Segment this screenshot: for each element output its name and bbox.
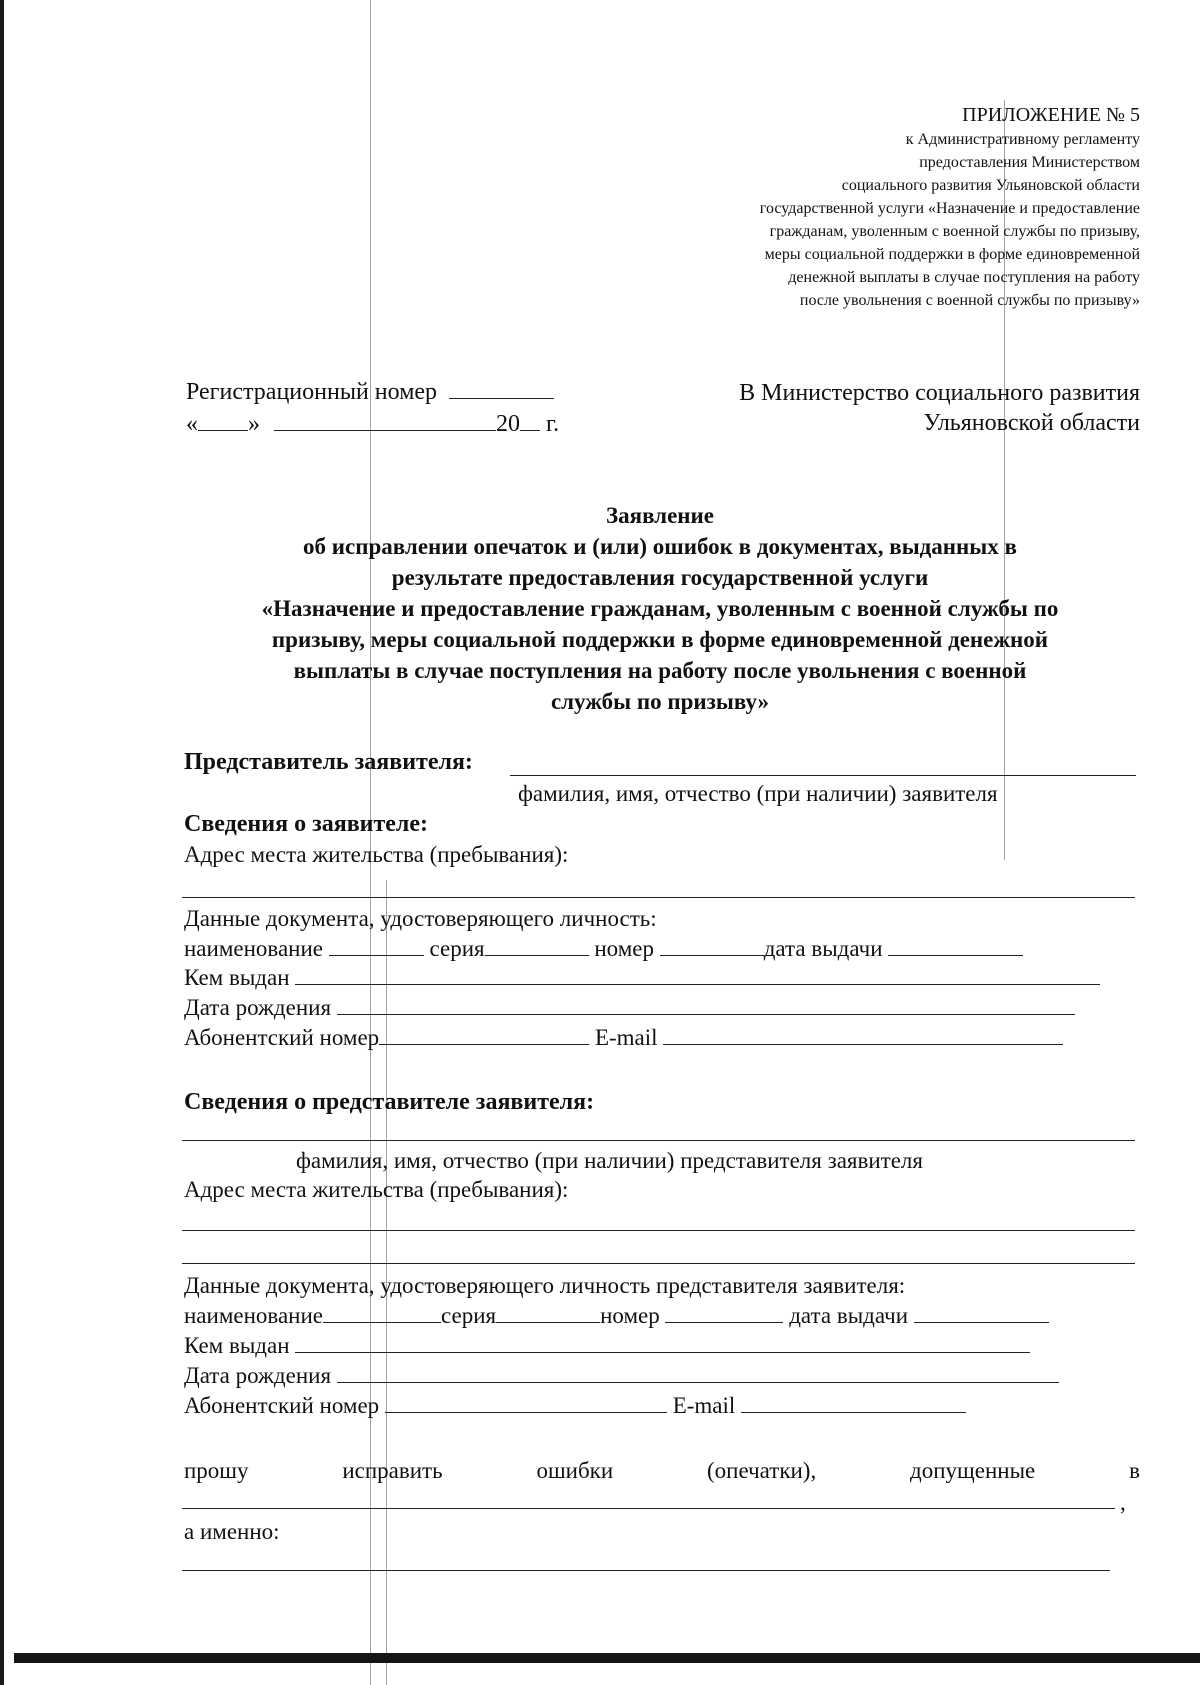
rep-contact-row xyxy=(184,1390,966,1421)
registration-month-field[interactable] xyxy=(274,408,496,431)
recipient-line-2: Ульяновской области xyxy=(923,410,1140,436)
request-row xyxy=(184,1456,1140,1486)
birth-date-label: Дата рождения xyxy=(184,995,332,1020)
issued-by-label: Кем выдан xyxy=(184,965,290,990)
applicant-doc-label: Данные документа, удостоверяющего личность: xyxy=(184,906,657,931)
request-comma: , xyxy=(1120,1490,1126,1515)
email-label: E-mail xyxy=(594,1025,658,1050)
rep-doc-name-field[interactable] xyxy=(323,1300,441,1323)
appendix-line: денежной выплаты в случае поступления на работу xyxy=(788,269,1140,286)
appendix-header xyxy=(500,102,1140,312)
applicant-email-field[interactable] xyxy=(663,1022,1063,1045)
rep-email-label: E-mail xyxy=(672,1393,736,1418)
appendix-line: гражданам, уволенным с военной службы по призыву, xyxy=(769,223,1140,240)
rep-address-field-2[interactable] xyxy=(182,1263,1135,1264)
applicant-address-label: Адрес места жительства (пребывания): xyxy=(184,842,569,867)
rep-doc-label: Данные документа, удостоверяющего личность представителя заявителя: xyxy=(184,1273,906,1298)
rep-issued-by-field[interactable] xyxy=(295,1330,1030,1353)
registration-number-field[interactable] xyxy=(449,376,554,399)
request-word: (опечатки), xyxy=(706,1458,817,1483)
registration-number-label: Регистрационный номер xyxy=(186,379,438,405)
applicant-doc-row xyxy=(184,933,1023,964)
registration-year-field[interactable] xyxy=(520,408,540,431)
request-word: в xyxy=(1129,1458,1140,1483)
date-open-quote: « xyxy=(186,411,198,437)
applicant-doc-issue-date-field[interactable] xyxy=(888,933,1023,956)
request-word: прошу xyxy=(184,1458,249,1483)
appendix-line: к Административному регламенту xyxy=(905,131,1140,148)
appendix-line: после увольнения с военной службы по призыву» xyxy=(799,292,1140,309)
applicant-heading: Сведения о заявителе: xyxy=(184,811,429,837)
representative-label: Представитель заявителя: xyxy=(184,749,473,775)
rep-email-field[interactable] xyxy=(741,1390,966,1413)
title-heading: Заявление xyxy=(605,503,715,528)
rep-address-field-1[interactable] xyxy=(182,1230,1135,1231)
rep-doc-issue-date-label: дата выдачи xyxy=(789,1303,909,1328)
doc-number-label: номер xyxy=(594,936,654,961)
applicant-doc-number-field[interactable] xyxy=(660,933,764,956)
request-word: допущенные xyxy=(910,1458,1036,1483)
rep-birth-date-field[interactable] xyxy=(337,1360,1059,1383)
registration-number-row xyxy=(186,376,554,407)
rep-name-field[interactable] xyxy=(182,1140,1135,1141)
rep-phone-field[interactable] xyxy=(385,1390,667,1413)
doc-name-label: наименование xyxy=(184,936,323,961)
namely-label: а именно: xyxy=(184,1519,280,1544)
registration-day-field[interactable] xyxy=(198,408,248,431)
appendix-line: социального развития Ульяновской области xyxy=(841,177,1140,194)
rep-info-hint: фамилия, имя, отчество (при наличии) представителя заявителя xyxy=(296,1148,923,1173)
request-word: исправить xyxy=(342,1458,443,1483)
applicant-phone-field[interactable] xyxy=(379,1022,589,1045)
recipient-line-1: В Министерство социального развития xyxy=(739,380,1140,406)
appendix-line: меры социальной поддержки в форме единовременной xyxy=(764,246,1140,263)
applicant-birth-row xyxy=(184,992,1075,1023)
title-line: службы по призыву» xyxy=(550,689,770,714)
applicant-issued-by-field[interactable] xyxy=(295,962,1100,985)
applicant-doc-name-field[interactable] xyxy=(329,933,424,956)
registration-date-row xyxy=(186,408,559,439)
rep-issued-by-label: Кем выдан xyxy=(184,1333,290,1358)
representative-hint: фамилия, имя, отчество (при наличии) заявителя xyxy=(518,781,998,806)
title-line: «Назначение и предоставление гражданам, уволенным с военной службы по xyxy=(261,596,1059,621)
appendix-line: государственной услуги «Назначение и предоставление xyxy=(759,200,1140,217)
document-title xyxy=(180,500,1140,717)
rep-doc-number-field[interactable] xyxy=(665,1300,783,1323)
title-line: выплаты в случае поступления на работу после увольнения с военной xyxy=(293,658,1027,683)
rep-doc-series-field[interactable] xyxy=(496,1300,600,1323)
title-line: об исправлении опечаток и (или) ошибок в документах, выданных в xyxy=(303,534,1017,559)
rep-info-heading: Сведения о представителе заявителя: xyxy=(184,1089,595,1115)
rep-doc-issue-date-field[interactable] xyxy=(914,1300,1049,1323)
rep-address-label: Адрес места жительства (пребывания): xyxy=(184,1177,569,1202)
applicant-doc-series-field[interactable] xyxy=(485,933,589,956)
request-document-field[interactable] xyxy=(182,1508,1115,1509)
rep-birth-row xyxy=(184,1360,1059,1391)
appendix-title: ПРИЛОЖЕНИЕ № 5 xyxy=(962,104,1140,126)
rep-doc-row xyxy=(184,1300,1049,1331)
scan-edge-left xyxy=(0,0,4,1685)
rep-doc-name-label: наименование xyxy=(184,1303,323,1328)
applicant-address-field[interactable] xyxy=(182,897,1135,898)
rep-birth-date-label: Дата рождения xyxy=(184,1363,332,1388)
request-word: ошибки xyxy=(536,1458,614,1483)
year-prefix: 20 xyxy=(496,411,520,437)
appendix-line: предоставления Министерством xyxy=(919,154,1140,171)
title-line: результате предоставления государственной услуги xyxy=(391,565,929,590)
representative-name-field[interactable] xyxy=(510,775,1136,776)
rep-doc-number-label: номер xyxy=(600,1303,660,1328)
scan-edge-bottom xyxy=(14,1653,1200,1663)
namely-field[interactable] xyxy=(182,1570,1110,1571)
rep-doc-series-label: серия xyxy=(441,1303,497,1328)
applicant-birth-date-field[interactable] xyxy=(337,992,1075,1015)
rep-phone-label: Абонентский номер xyxy=(184,1393,380,1418)
rep-issued-by-row xyxy=(184,1330,1030,1361)
date-close-quote: » xyxy=(248,411,260,437)
phone-label: Абонентский номер xyxy=(184,1025,380,1050)
recipient-block xyxy=(739,378,1140,438)
title-line: призыву, меры социальной поддержки в форме единовременной денежной xyxy=(271,627,1049,652)
doc-series-label: серия xyxy=(429,936,485,961)
applicant-contact-row xyxy=(184,1022,1063,1053)
applicant-issued-by-row xyxy=(184,962,1100,993)
year-suffix: г. xyxy=(546,411,560,437)
doc-issue-date-label: дата выдачи xyxy=(763,936,883,961)
